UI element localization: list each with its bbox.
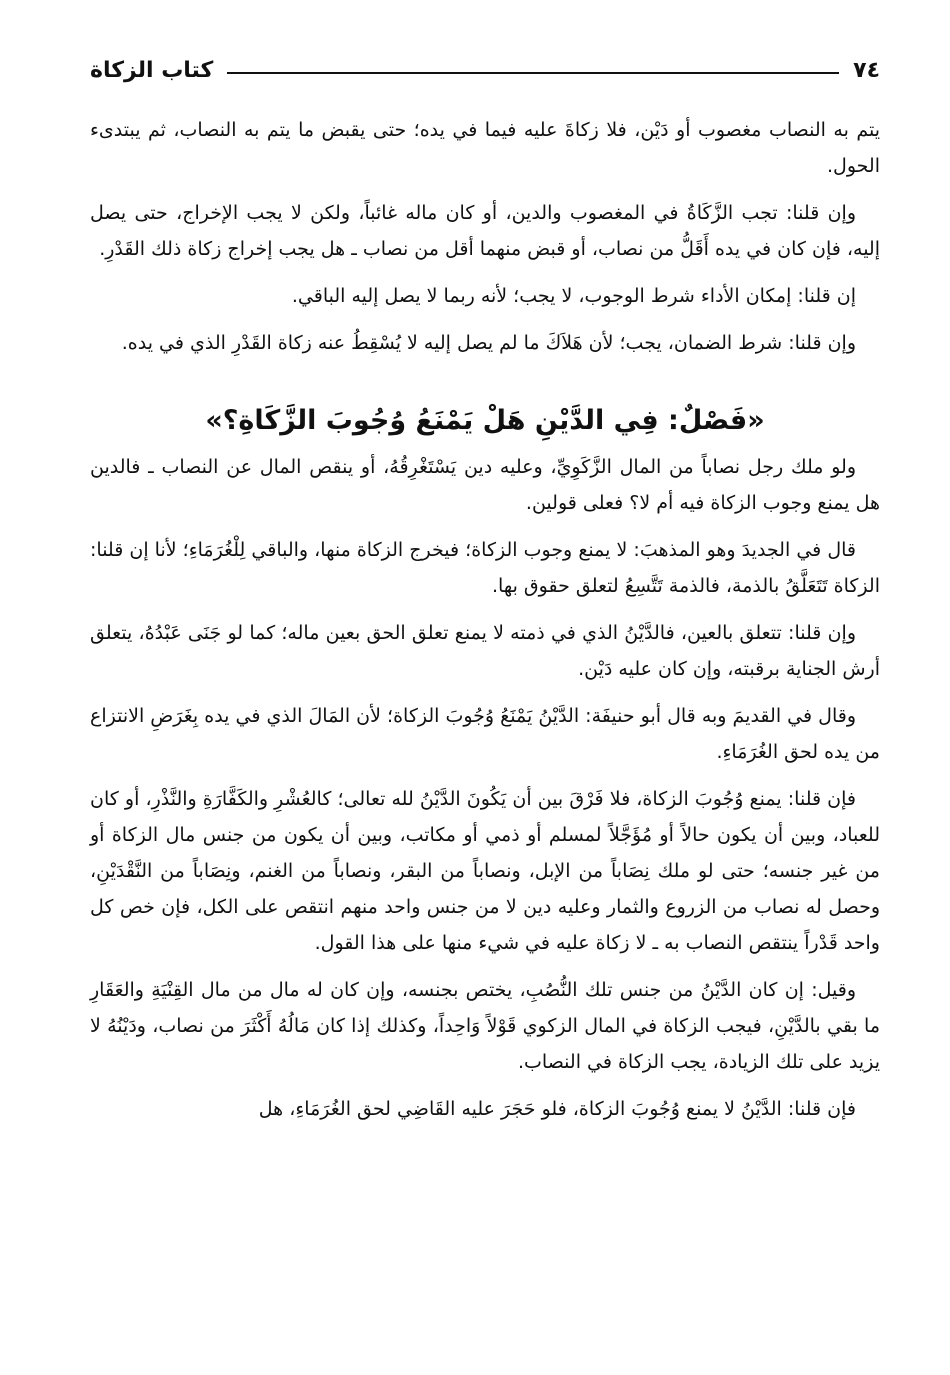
paragraph: وإن قلنا: تتعلق بالعين، فالدَّيْنُ الذي في ذمته لا يمنع تعلق الحق بعين ماله؛ كما لو جَنَى عَبْدُهُ، يتعلق أرش الجناية برقبته، وإن كان عليه دَيْن.	[90, 622, 880, 680]
paragraph: وقال في القديمَ وبه قال أبو حنيفَة: الدَّيْنُ يَمْنَعُ وُجُوبَ الزكاة؛ لأن المَالَ الذي في يده بِغَرَضِ الانتزاع من يده لحق الغُرَمَاءِ.	[90, 705, 880, 763]
section-title: «فَصْلٌ: فِي الدَّيْنِ هَلْ يَمْنَعُ وُجُوبَ الزَّكَاةِ؟»	[205, 405, 765, 436]
paragraph: ولو ملك رجل نصاباً من المال الزَّكَوِيِّ، وعليه دين يَسْتَغْرِقُهُ، أو ينقص المال عن النصاب ـ فالدين هل يمنع وجوب الزكاة فيه أم لا؟ فعلى قولين.	[90, 456, 880, 514]
book-page	[90, 48, 880, 1138]
text-block-before	[90, 112, 880, 361]
paragraph: فإن قلنا: الدَّيْنُ لا يمنع وُجُوبَ الزكاة، فلو حَجَرَ عليه القَاضِي لحق الغُرَمَاءِ، هل	[258, 1098, 856, 1120]
header-rule	[227, 72, 839, 74]
paragraph: وإن قلنا: شرط الضمان، يجب؛ لأن هَلاَكَ ما لم يصل إليه لا يُسْقِطُ عنه زكاة القَدْرِ الذي في يده.	[121, 332, 856, 354]
paragraph: يتم به النصاب مغصوب أو دَيْن، فلا زكاةَ عليه فيما في يده؛ حتى يقبض ما يتم به النصاب، ثم يبتدىء الحول.	[90, 119, 880, 177]
paragraph: وقيل: إن كان الدَّيْنُ من جنس تلك النُّصُبِ، يختص بجنسه، وإن كان له مال من مال القِنْيَةِ والعَقَارِ ما بقي بالدَّيْنِ، فيجب الزكاة في المال الزكوي قَوْلاً وَاحِداً، وكذلك إذا كان مَالُهُ أَكْثَرَ من نصاب، ودَيْنُهُ لا يزيد على تلك الزيادة، يجب الزكاة في النصاب.	[90, 979, 880, 1073]
paragraph: فإن قلنا: يمنع وُجُوبَ الزكاة، فلا فَرْقَ بين أن يَكُونَ الدَّيْنُ لله تعالى؛ كالعُشْرِ والكَفَّارَةِ والنَّذْرِ، أو كان للعباد، وبين أن يكون حالاً أو مُؤَجَّلاً لمسلم أو ذمي أو مكاتب، وبين أن يكون من جنس مال الزكاة أو من غير جنسه؛ حتى لو ملك نِصَاباً من الإبل، ونصاباً من البقر، ونصاباً من الغنم، ونِصَاباً من النَّقْدَيْنِ، وحصل له نصاب من الزروع والثمار وعليه دين لا من جنس واحد منهم انتقص على الكل، فإن خص كل واحد قَدْراً ينتقص النصاب به ـ لا زكاة عليه في شيء منها على هذا القول.	[90, 788, 880, 954]
book-title: كتاب الزكاة	[90, 57, 214, 83]
page-number: ٧٤	[853, 57, 880, 83]
paragraph: قال في الجديدَ وهو المذهبَ: لا يمنع وجوب الزكاة؛ فيخرج الزكاة منها، والباقي لِلْغُرَمَاءِ؛ لأنا إن قلنا: الزكاة تَتَعَلَّقُ بالذمة، فالذمة تَتَّسِعُ لتعلق حقوق بها.	[90, 539, 880, 597]
page-header	[90, 48, 880, 92]
paragraph: إن قلنا: إمكان الأداء شرط الوجوب، لا يجب؛ لأنه ربما لا يصل إليه الباقي.	[291, 285, 856, 307]
paragraph: وإن قلنا: تجب الزَّكَاةُ في المغصوب والدين، أو كان ماله غائباً، ولكن لا يجب الإخراج، حتى يصل إليه، فإن كان في يده أَقَلُّ من نصاب، أو قبض منهما أقل من نصاب ـ هل يجب إخراج زكاة ذلك القَدْرِ.	[90, 202, 880, 260]
text-block-after	[90, 449, 880, 1127]
